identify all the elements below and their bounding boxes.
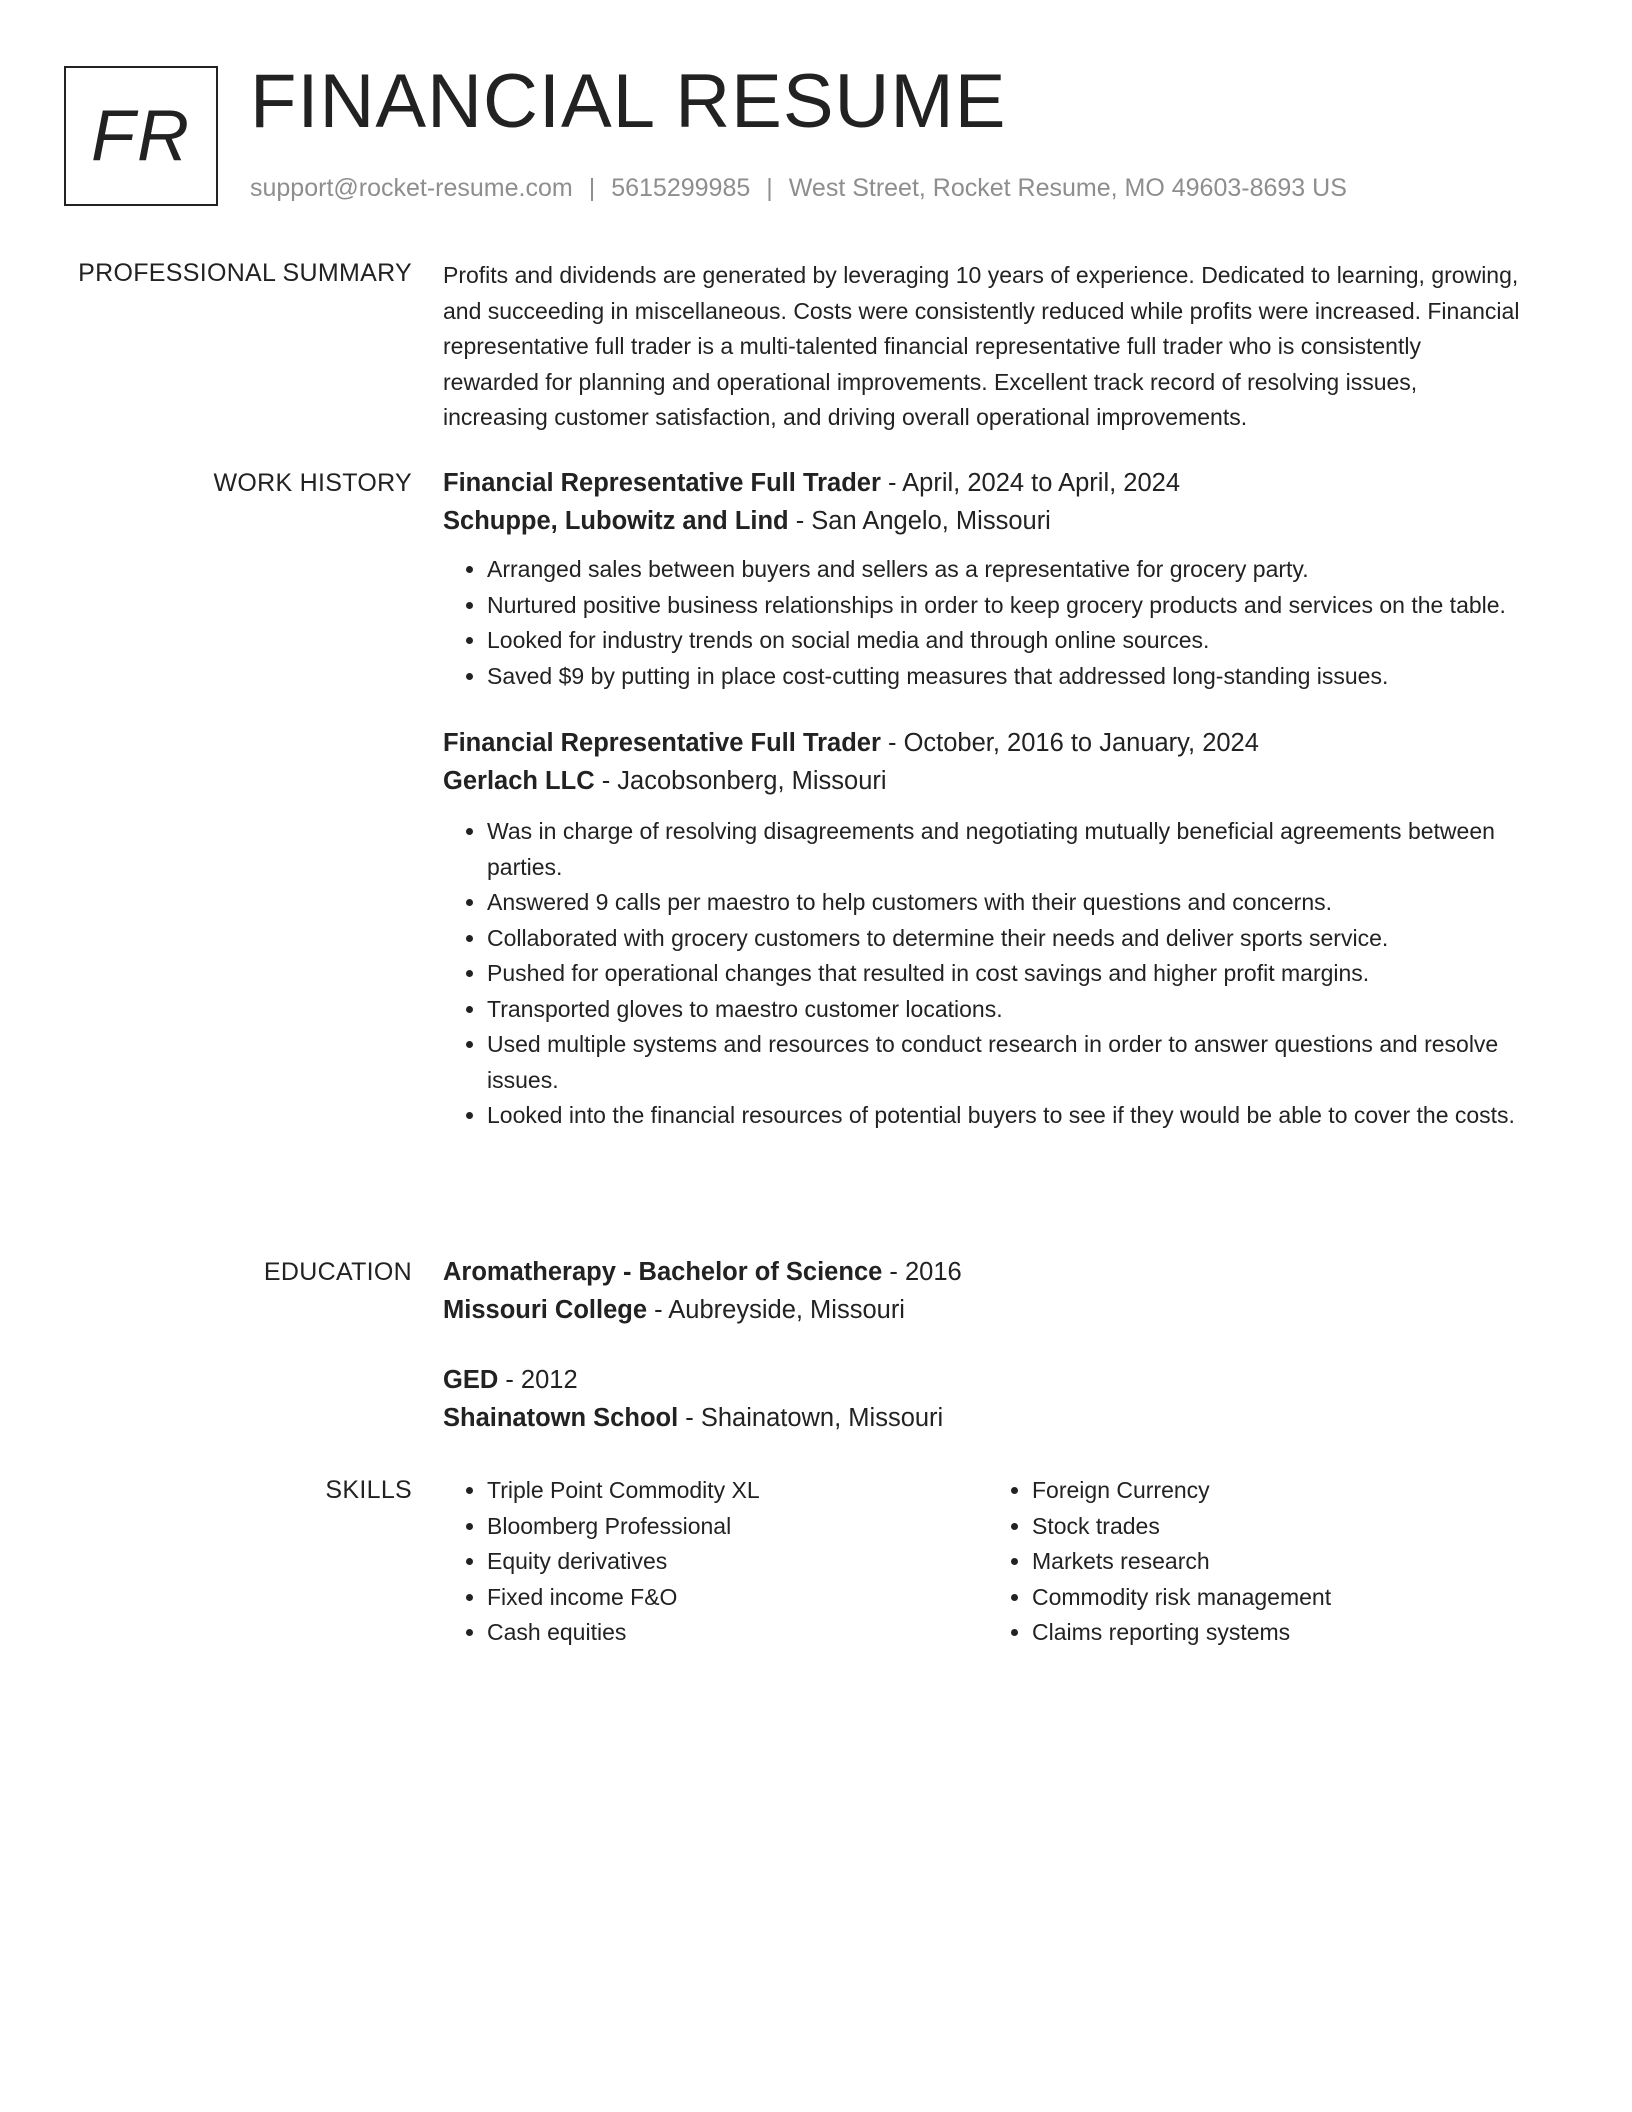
list-item: • Used multiple systems and resources to conduct research in order to answer questions and resolve issues. bbox=[487, 1027, 1523, 1098]
contact-phone: 5615299985 bbox=[611, 174, 751, 202]
education-school-line bbox=[443, 1399, 1523, 1437]
list-item: • Looked into the financial resources of potential buyers to see if they would be able to cover the costs. bbox=[487, 1098, 1523, 1134]
list-item: • Answered 9 calls per maestro to help customers with their questions and concerns. bbox=[487, 885, 1523, 921]
education-school: Shainatown School bbox=[443, 1404, 679, 1432]
education-location: - Shainatown, Missouri bbox=[678, 1404, 944, 1432]
job-bullets bbox=[443, 552, 1523, 694]
monogram-box bbox=[64, 66, 218, 206]
skill-item: • Stock trades bbox=[1032, 1509, 1508, 1545]
skill-item: • Commodity risk management bbox=[1032, 1580, 1508, 1616]
education-year: - 2012 bbox=[498, 1366, 578, 1394]
education-degree: Aromatherapy - Bachelor of Science bbox=[443, 1258, 883, 1286]
education-year: - 2016 bbox=[882, 1258, 962, 1286]
skill-item: • Cash equities bbox=[487, 1615, 963, 1651]
job-company-line bbox=[443, 762, 1523, 800]
education-heading: EDUCATION bbox=[263, 1258, 412, 1286]
skills-list bbox=[988, 1473, 1508, 1651]
skill-item: • Fixed income F&O bbox=[487, 1580, 963, 1616]
contact-email: support@rocket-resume.com bbox=[250, 174, 573, 202]
list-item: • Saved $9 by putting in place cost-cutting measures that addressed long-standing issues. bbox=[487, 659, 1523, 695]
education-degree-line bbox=[443, 1253, 1523, 1291]
education-entry bbox=[443, 1361, 1523, 1437]
skills-column-left bbox=[443, 1473, 963, 1651]
education-location: - Aubreyside, Missouri bbox=[647, 1296, 905, 1324]
skill-item: • Foreign Currency bbox=[1032, 1473, 1508, 1509]
work-history-heading: WORK HISTORY bbox=[213, 469, 412, 497]
list-item: • Transported gloves to maestro customer locations. bbox=[487, 992, 1523, 1028]
education-school-line bbox=[443, 1291, 1523, 1329]
job-position-line bbox=[443, 464, 1523, 502]
list-item: • Collaborated with grocery customers to determine their needs and deliver sports service. bbox=[487, 921, 1523, 957]
job-dates: - April, 2024 to April, 2024 bbox=[880, 469, 1181, 497]
summary-heading: PROFESSIONAL SUMMARY bbox=[78, 259, 412, 287]
contact-line bbox=[250, 172, 1347, 204]
job-entry bbox=[443, 464, 1523, 694]
skills-column-right bbox=[988, 1473, 1508, 1651]
list-item: • Looked for industry trends on social media and through online sources. bbox=[487, 623, 1523, 659]
job-position: Financial Representative Full Trader bbox=[443, 469, 881, 497]
job-company-line bbox=[443, 502, 1523, 540]
job-location: - Jacobsonberg, Missouri bbox=[594, 767, 887, 795]
education-school: Missouri College bbox=[443, 1296, 648, 1324]
education-degree: GED bbox=[443, 1366, 499, 1394]
job-position: Financial Representative Full Trader bbox=[443, 729, 881, 757]
list-item: • Was in charge of resolving disagreements and negotiating mutually beneficial agreements between parties. bbox=[487, 814, 1523, 885]
monogram-initials: FR bbox=[91, 96, 191, 176]
job-dates: - October, 2016 to January, 2024 bbox=[880, 729, 1259, 757]
skill-item: • Equity derivatives bbox=[487, 1544, 963, 1580]
job-company: Gerlach LLC bbox=[443, 767, 595, 795]
skills-list bbox=[443, 1473, 963, 1651]
job-bullets bbox=[443, 814, 1523, 1134]
skill-item: • Claims reporting systems bbox=[1032, 1615, 1508, 1651]
job-location: - San Angelo, Missouri bbox=[788, 507, 1051, 535]
skill-item: • Bloomberg Professional bbox=[487, 1509, 963, 1545]
contact-address: West Street, Rocket Resume, MO 49603-8693 US bbox=[788, 174, 1347, 202]
list-item: • Arranged sales between buyers and sellers as a representative for grocery party. bbox=[487, 552, 1523, 588]
education-entry bbox=[443, 1253, 1523, 1329]
job-entry bbox=[443, 724, 1523, 1134]
job-position-line bbox=[443, 724, 1523, 762]
skills-heading: SKILLS bbox=[325, 1476, 412, 1504]
job-company: Schuppe, Lubowitz and Lind bbox=[443, 507, 789, 535]
skill-item: • Triple Point Commodity XL bbox=[487, 1473, 963, 1509]
list-item: • Nurtured positive business relationships in order to keep grocery products and services on the table. bbox=[487, 588, 1523, 624]
contact-separator: | bbox=[766, 174, 773, 202]
contact-separator: | bbox=[588, 174, 596, 202]
list-item: • Pushed for operational changes that resulted in cost savings and higher profit margins. bbox=[487, 956, 1523, 992]
skill-item: • Markets research bbox=[1032, 1544, 1508, 1580]
summary-text: Profits and dividends are generated by leveraging 10 years of experience. Dedicated to learning, growing, and succeeding in miscellaneous. Costs were consistently reduced while profits were increased. Financial representative full trader is a multi-talented financial representative full trader who is consistently rewarded for planning and operational improvements. Excellent track record of resolving issues, increasing customer satisfaction, and driving overall operational improvements. bbox=[443, 262, 1520, 430]
education-degree-line bbox=[443, 1361, 1523, 1399]
resume-title: FINANCIAL RESUME bbox=[250, 59, 1007, 144]
